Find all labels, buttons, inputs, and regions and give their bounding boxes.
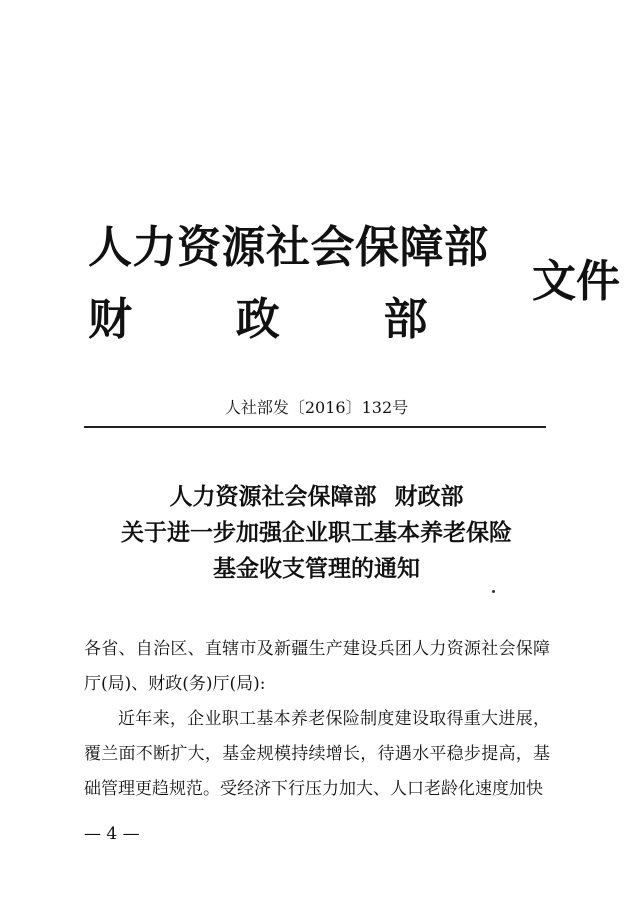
body-text	[84, 632, 550, 807]
title-line-1	[0, 479, 633, 515]
issuer-char: 财	[88, 294, 133, 345]
document-number: 人社部发〔2016〕132号	[224, 398, 409, 417]
title-issuer-2: 财政部	[394, 484, 464, 510]
title-line-2: 关于进一步加强企业职工基本养老保险	[121, 520, 512, 546]
issuer-line-finance	[88, 294, 428, 346]
document-title	[0, 479, 633, 587]
issuer-header	[88, 222, 620, 352]
page-number: — 4 —	[84, 824, 140, 844]
title-issuer-1: 人力资源社会保障部	[169, 484, 377, 510]
document-suffix: 文件	[532, 256, 620, 307]
title-line-3: 基金收支管理的通知	[213, 556, 420, 582]
issuer-char: 政	[235, 294, 281, 345]
body-paragraph: 近年来，企业职工基本养老保险制度建设取得重大进展，覆兰面不断扩大，基金规模持续增长，待遇水平稳步提高，基础管理更趋规范。受经济下行压力加大、人口老龄化速度加快	[84, 709, 550, 799]
header-divider	[84, 426, 546, 428]
scan-speck	[492, 590, 495, 593]
addressee: 各省、自治区、直辖市及新疆生产建设兵团人力资源社会保障厅(局)、财政(务)厅(局):	[84, 639, 550, 694]
issuer-char: 部	[383, 294, 428, 345]
issuer-line-ministry: 人力资源社会保障部	[88, 222, 489, 273]
